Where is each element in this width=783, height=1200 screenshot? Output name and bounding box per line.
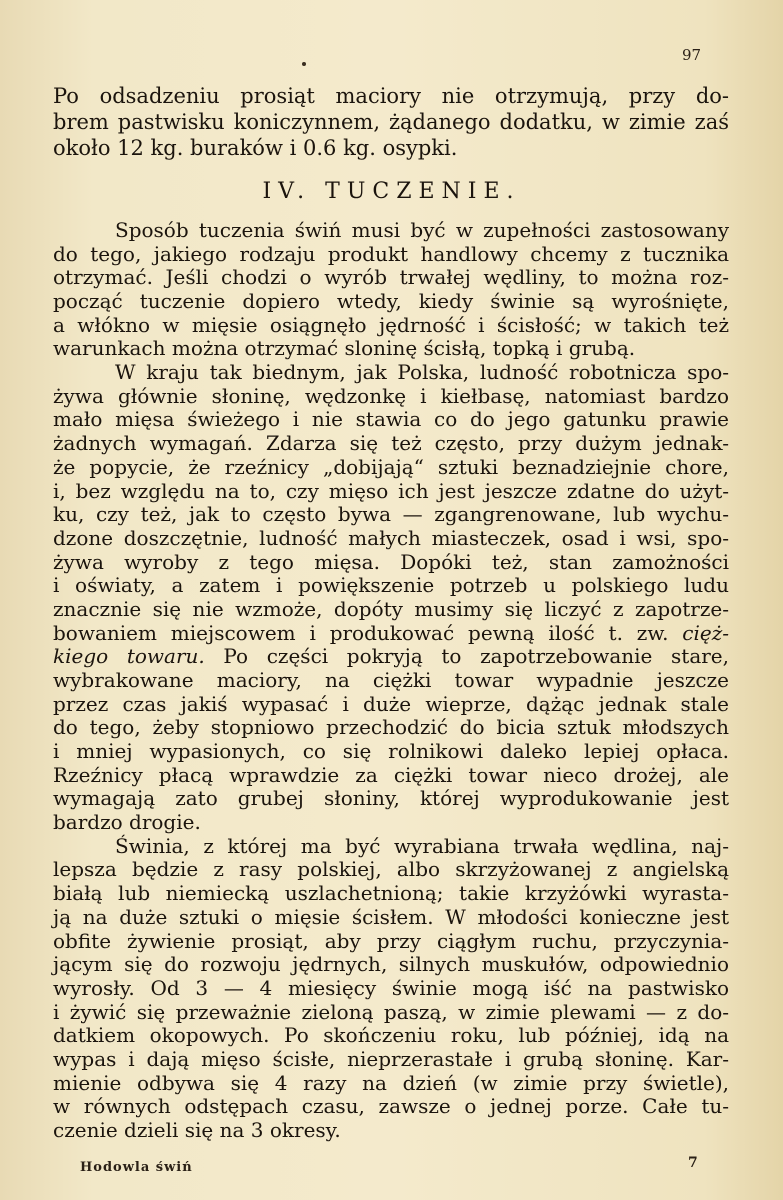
body-line: i oświaty, a zatem i powiększenie potrzeb u polskiego ludu: [53, 573, 729, 597]
body-line: wymagają zato grubej słoniny, której wyprodukowanie jest: [53, 786, 729, 810]
body-line: do tego, żeby stopniowo przechodzić do bicia sztuk młodszych: [53, 715, 729, 739]
body-line: żywa wyroby z tego mięsa. Dopóki też, stan zamożności: [53, 550, 729, 574]
body-line: obfite żywienie prosiąt, aby przy ciągłym ruchu, przyczynia-: [53, 929, 729, 953]
body-line: a włókno w mięsie osiągnęło jędrność i ścisłość; w takich też: [53, 313, 729, 337]
body-line: Świnia, z której ma być wyrabiana trwała wędlina, naj-: [115, 834, 729, 858]
body-line: datkiem okopowych. Po skończeniu roku, lub później, idą na: [53, 1023, 729, 1047]
body-line: mienie odbywa się 4 razy na dzień (w zimie przy świetle),: [53, 1071, 729, 1095]
signature-mark: 7: [688, 1155, 698, 1171]
body-line: otrzymać. Jeśli chodzi o wyrób trwałej wędliny, to można roz-: [53, 265, 729, 289]
body-line: począć tuczenie dopiero wtedy, kiedy świnie są wyrośnięte,: [53, 289, 729, 313]
body-line: wyrosły. Od 3 — 4 miesięcy świnie mogą iść na pastwisko: [53, 976, 729, 1000]
body-line: ją na duże sztuki o mięsie ścisłem. W młodości konieczne jest: [53, 905, 729, 929]
body-line: kiego towaru. Po części pokryją to zapotrzebowanie stare,: [53, 644, 729, 668]
body-line: żywa głównie słoninę, wędzonkę i kiełbasę, natomiast bardzo: [53, 384, 729, 408]
body-line: Rzeźnicy płacą wprawdzie za ciężki towar nieco drożej, ale: [53, 763, 729, 787]
body-line: i żywić się przeważnie zieloną paszą, w zimie plewami — z do-: [53, 1000, 729, 1024]
body-line: W kraju tak biednym, jak Polska, ludność robotnicza spo-: [115, 360, 729, 384]
body-line: że popycie, że rzeźnicy „dobijają“ sztuki beznadziejnie chore,: [53, 455, 729, 479]
body-line: jącym się do rozwoju jędrnych, silnych muskułów, odpowiednio: [53, 952, 729, 976]
italic-phrase: cięż-: [682, 621, 729, 645]
intro-line: około 12 kg. buraków i 0.6 kg. osypki.: [53, 136, 458, 160]
body-line: znacznie się nie wzmoże, dopóty musimy się liczyć z zapotrze-: [53, 597, 729, 621]
body-line: wybrakowane maciory, na ciężki towar wypadnie jeszcze: [53, 668, 729, 692]
body-line: do tego, jakiego rodzaju produkt handlowy chcemy z tucznika: [53, 242, 729, 266]
body-line: wypas i dają mięso ścisłe, nieprzerastałe i grubą słoninę. Kar-: [53, 1047, 729, 1071]
italic-phrase: kiego towaru.: [53, 644, 205, 668]
body-line: ku, czy też, jak to często bywa — zgangrenowane, lub wychu-: [53, 502, 729, 526]
page-number: 97: [682, 46, 702, 64]
body-line: Sposób tuczenia świń musi być w zupełności zastosowany: [115, 218, 729, 242]
body-line: bowaniem miejscowem i produkować pewną ilość t. zw. cięż-: [53, 621, 729, 645]
ink-dot: [302, 62, 306, 66]
body-line: lepsza będzie z rasy polskiej, albo skrzyżowanej z angielską: [53, 857, 729, 881]
body-line: mało mięsa świeżego i nie stawia co do jego gatunku prawie: [53, 407, 729, 431]
body-line: przez czas jakiś wypasać i duże wieprze, dążąc jednak stale: [53, 692, 729, 716]
intro-line: brem pastwisku koniczynnem, żądanego dodatku, w zimie zaś: [53, 110, 729, 134]
footer-title: Hodowla świń: [80, 1160, 193, 1175]
chapter-title: IV. TUCZENIE.: [262, 179, 521, 204]
body-line: białą lub niemiecką uszlachetnioną; takie krzyżówki wyrasta-: [53, 881, 729, 905]
body-line: i, bez względu na to, czy mięso ich jest jeszcze zdatne do użyt-: [53, 479, 729, 503]
body-line: czenie dzieli się na 3 okresy.: [53, 1118, 341, 1142]
body-line: żadnych wymagań. Zdarza się też często, przy dużym jednak-: [53, 431, 729, 455]
body-line: i mniej wypasionych, co się rolnikowi daleko lepiej opłaca.: [53, 739, 729, 763]
intro-line: Po odsadzeniu prosiąt maciory nie otrzymują, przy do-: [53, 84, 729, 108]
body-line: w równych odstępach czasu, zawsze o jednej porze. Całe tu-: [53, 1094, 729, 1118]
body-line: warunkach można otrzymać sloninę ścisłą, topką i grubą.: [53, 336, 636, 360]
body-line: dzone doszczętnie, ludność małych miasteczek, osad i wsi, spo-: [53, 526, 729, 550]
body-line: bardzo drogie.: [53, 810, 201, 834]
